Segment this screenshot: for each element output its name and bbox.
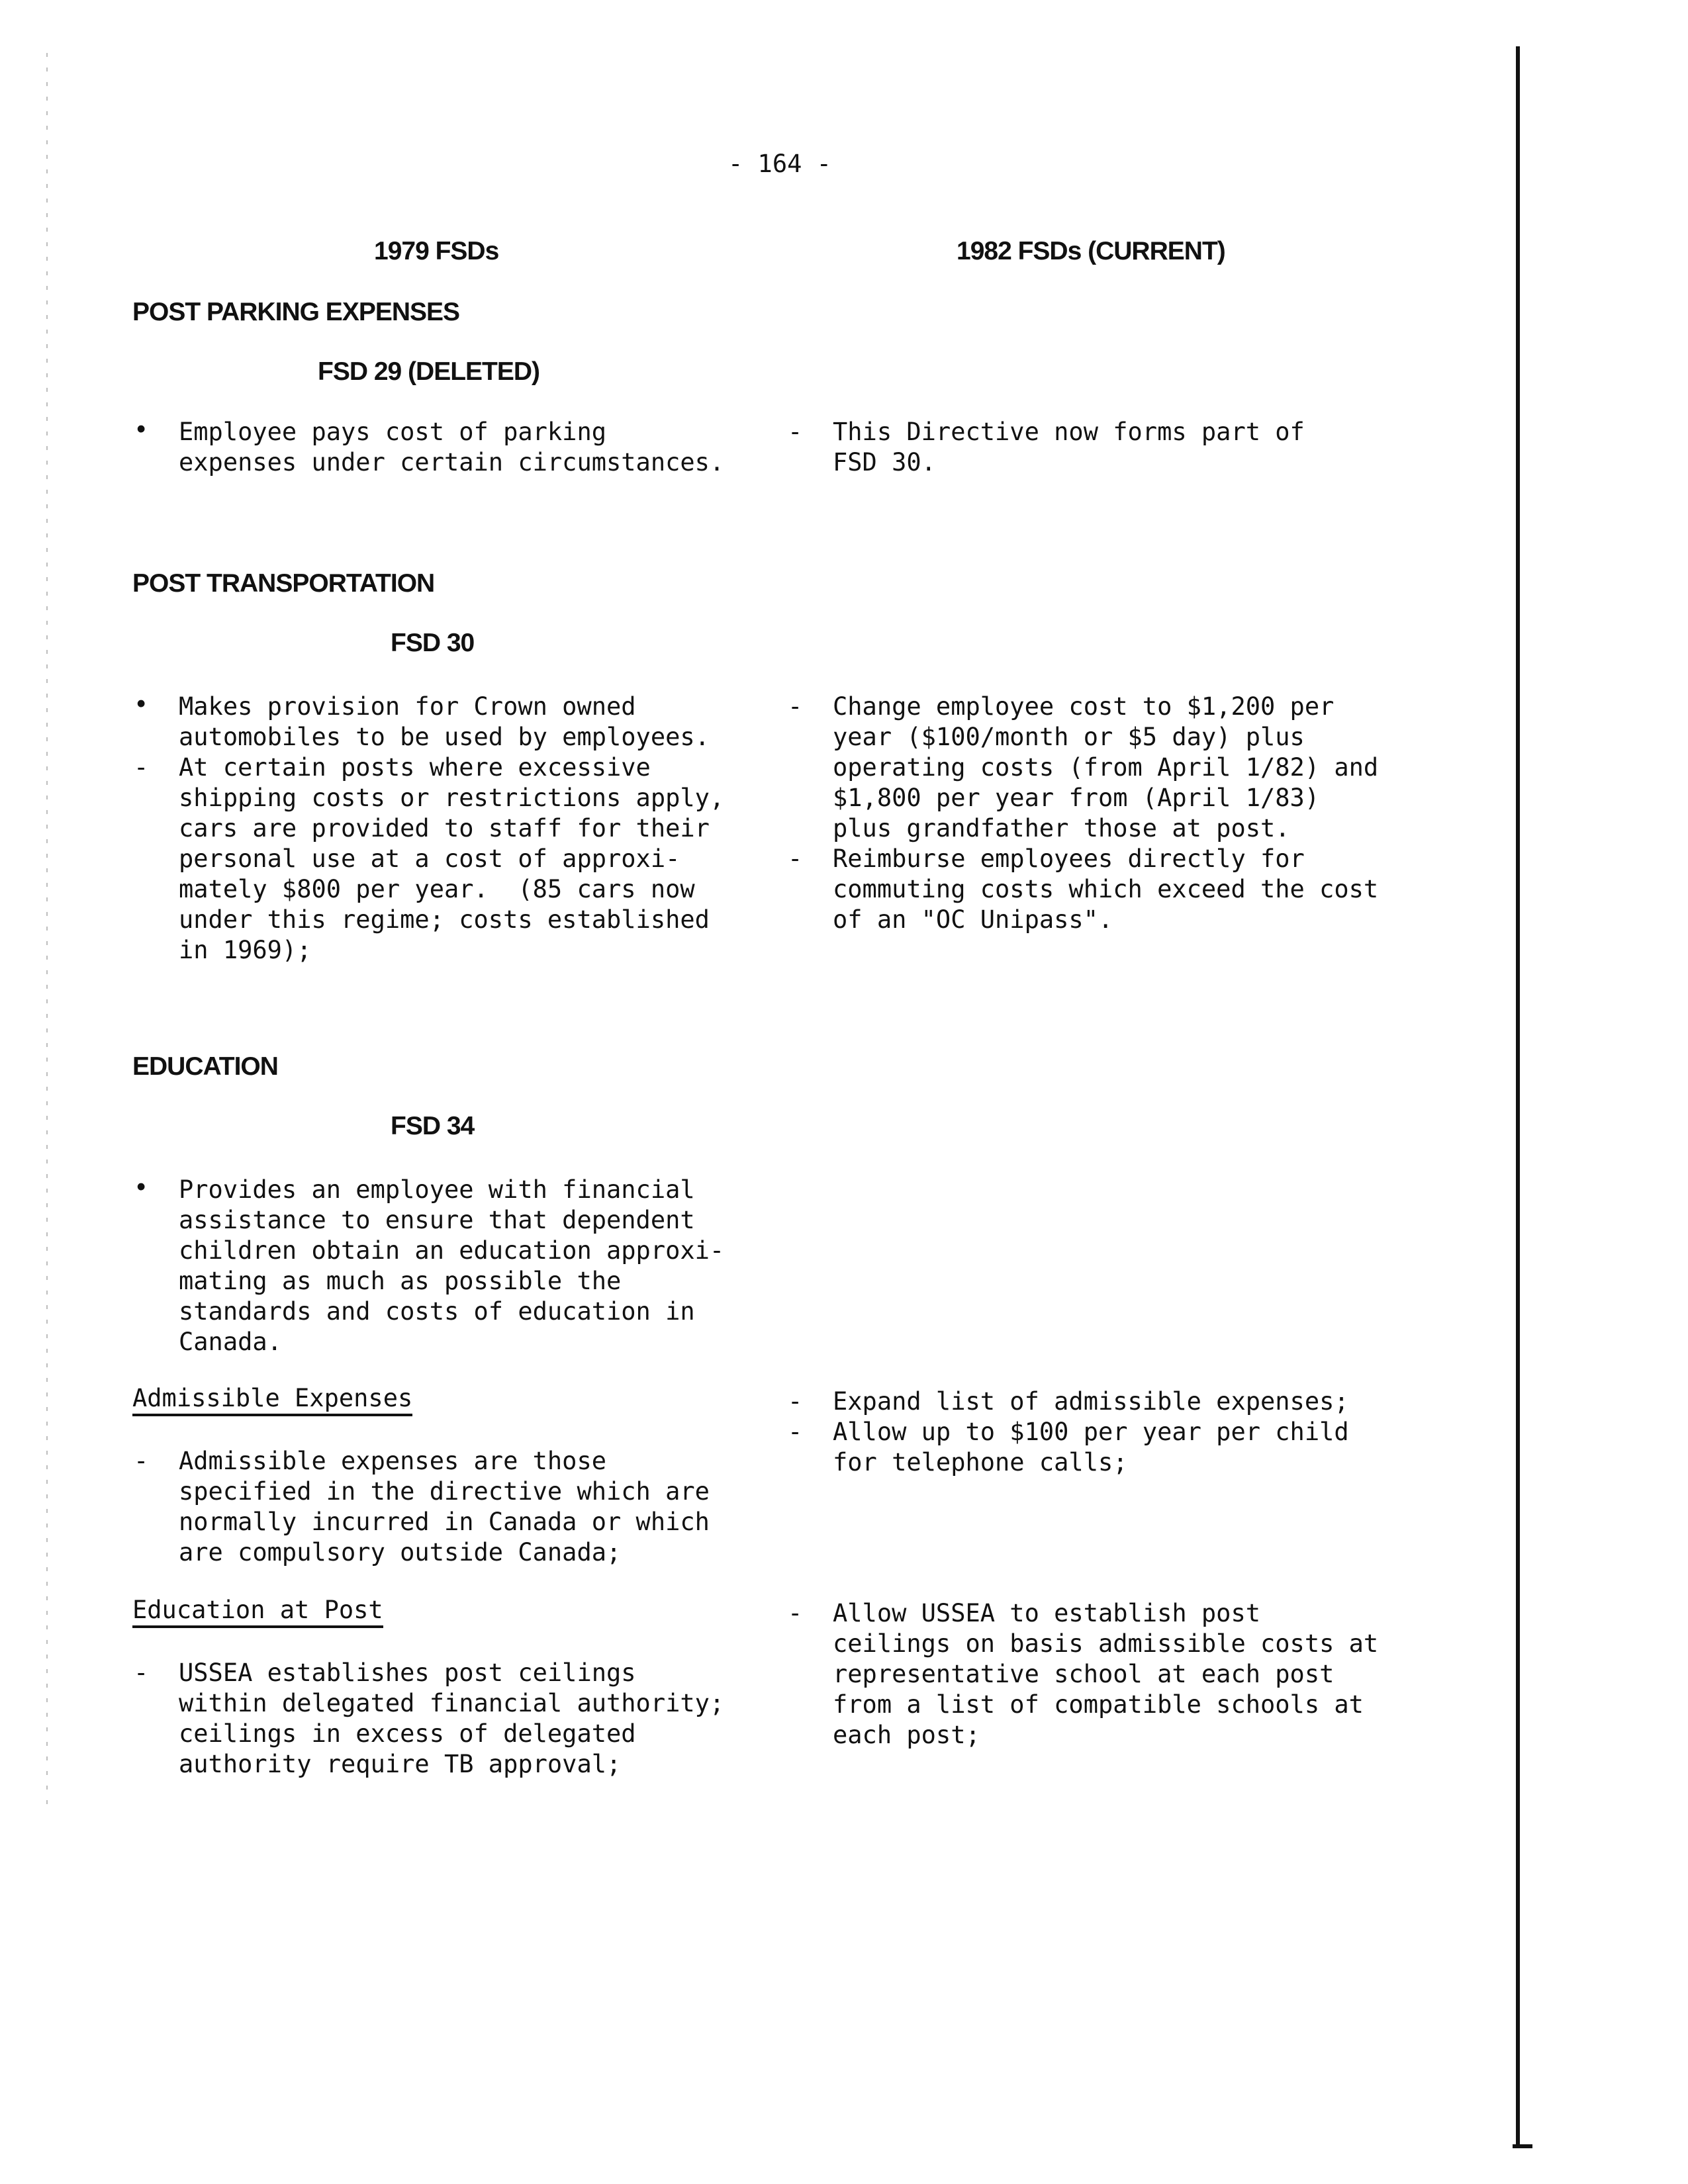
admissible-1979-text: Admissible expenses are those specified in the directive which are normally incurred in Canada or which are compulsory outside Canada; (179, 1447, 710, 1567)
education-at-post-heading (132, 1595, 383, 1625)
education-at-post-label: Education at Post (132, 1596, 383, 1628)
transportation-1979-item-2: At certain posts where excessive shipping costs or restrictions apply, cars are provided to staff for their personal use at a cost of approxi- mately $800 per year. (85 cars now under this regime; costs established in 1969); (179, 753, 725, 964)
fsd-34-heading: FSD 34 (391, 1112, 475, 1140)
right-margin-rule-foot (1513, 2144, 1532, 2148)
bullet-marker: • (134, 416, 149, 444)
section-title-transportation: POST TRANSPORTATION (132, 569, 435, 598)
bullet-marker: • (134, 690, 149, 719)
dash-marker: - (134, 1659, 149, 1687)
parking-1979-text: Employee pays cost of parking expenses under certain circumstances. (179, 418, 725, 477)
education-1979-intro: Provides an employee with financial assistance to ensure that dependent children obtain an education approxi- mating as much as possible the standards and costs of education in Canada. (179, 1175, 725, 1356)
education-post-1982-text: Allow USSEA to establish post ceilings on basis admissible costs at representative school at each post from a list of compatible schools at each post; (833, 1599, 1379, 1749)
bullet-marker: • (134, 1173, 149, 1202)
column-heading-1979: 1979 FSDs (374, 237, 499, 265)
dash-marker: - (788, 1418, 803, 1446)
dash-marker: - (788, 1599, 803, 1627)
dash-marker: - (134, 1447, 149, 1475)
dash-marker: - (788, 1387, 803, 1416)
dash-marker: - (134, 753, 149, 782)
dash-marker: - (788, 418, 803, 446)
right-margin-rule (1516, 46, 1520, 2148)
section-title-education: EDUCATION (132, 1052, 278, 1081)
parking-1982-text: This Directive now forms part of FSD 30. (833, 418, 1305, 477)
education-post-1979-text: USSEA establishes post ceilings within delegated financial authority; ceilings in excess of delegated authority require TB approval; (179, 1659, 725, 1778)
admissible-1982-item-1: Expand list of admissible expenses; (833, 1387, 1349, 1416)
column-heading-1982: 1982 FSDs (CURRENT) (957, 237, 1225, 265)
page-number: - 164 - (728, 150, 831, 178)
dash-marker: - (788, 692, 803, 721)
transportation-1979-item-1: Makes provision for Crown owned automobiles to be used by employees. (179, 692, 710, 751)
section-title-parking: POST PARKING EXPENSES (132, 298, 460, 326)
transportation-1982-item-2: Reimburse employees directly for commuting costs which exceed the cost of an "OC Unipass". (833, 844, 1379, 934)
scan-margin-artifact (46, 53, 48, 1807)
dash-marker: - (788, 844, 803, 873)
admissible-expenses-heading (132, 1383, 412, 1414)
admissible-1982-item-2: Allow up to $100 per year per child for telephone calls; (833, 1418, 1349, 1477)
fsd-30-heading: FSD 30 (391, 629, 475, 657)
transportation-1982-item-1: Change employee cost to $1,200 per year ($100/month or $5 day) plus operating costs (from April 1/82) and $1,800 per year from (April 1/83) plus grandfather those at post. (833, 692, 1379, 842)
admissible-expenses-label: Admissible Expenses (132, 1384, 412, 1416)
fsd-29-heading: FSD 29 (DELETED) (318, 357, 540, 386)
